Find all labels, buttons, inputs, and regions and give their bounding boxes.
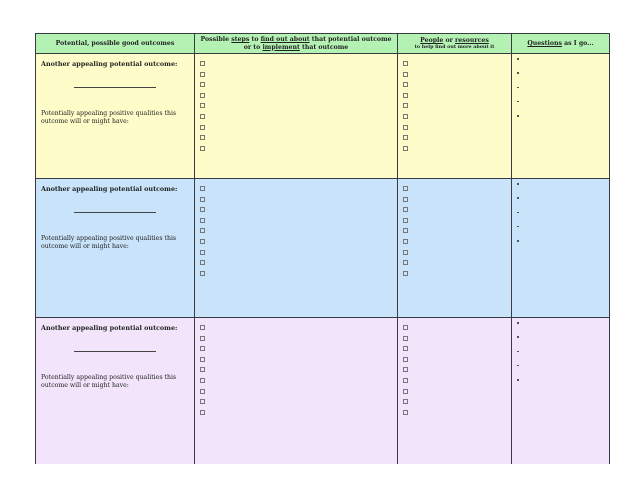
outcome-row-1 — [36, 54, 609, 179]
checkbox[interactable] — [200, 186, 205, 191]
outcome-title: Another appealing potential outcome: — [41, 185, 178, 193]
checkbox[interactable] — [403, 378, 408, 383]
checkbox[interactable] — [403, 125, 408, 130]
bullet-icon — [517, 351, 519, 353]
header-people-resources — [397, 34, 511, 53]
questions-list — [517, 58, 519, 129]
checkbox[interactable] — [200, 218, 205, 223]
qualities-label: Potentially appealing positive qualities this outcome will or might have: — [41, 110, 177, 125]
checkbox[interactable] — [200, 146, 205, 151]
outcome-row-3 — [36, 318, 609, 464]
checkbox[interactable] — [403, 346, 408, 351]
questions-cell — [511, 179, 609, 317]
questions-cell — [511, 54, 609, 178]
outcome-blank-line[interactable] — [74, 351, 156, 352]
text-steps: steps — [231, 36, 250, 44]
bullet-icon — [517, 101, 519, 103]
checkbox[interactable] — [200, 61, 205, 66]
steps-checklist — [200, 61, 205, 156]
text-find-out-about: find out about — [260, 36, 310, 44]
checkbox[interactable] — [403, 389, 408, 394]
bullet-icon — [517, 212, 519, 214]
checkbox[interactable] — [200, 135, 205, 140]
bullet-icon — [517, 197, 519, 199]
checkbox[interactable] — [200, 357, 205, 362]
bullet-icon — [517, 365, 519, 367]
bullet-icon — [517, 226, 519, 228]
checkbox[interactable] — [403, 135, 408, 140]
header-steps — [194, 34, 397, 53]
text-implement: implement — [262, 43, 300, 51]
checkbox[interactable] — [200, 367, 205, 372]
header-outcomes — [36, 34, 194, 53]
steps-checklist — [200, 186, 205, 281]
text-questions: Questions — [527, 39, 562, 47]
checkbox[interactable] — [403, 197, 408, 202]
outcome-cell — [36, 318, 194, 464]
checkbox[interactable] — [200, 93, 205, 98]
questions-cell — [511, 318, 609, 464]
outcome-cell — [36, 179, 194, 317]
text: that outcome — [299, 43, 349, 51]
checkbox[interactable] — [200, 239, 205, 244]
checkbox[interactable] — [200, 260, 205, 265]
checkbox[interactable] — [403, 367, 408, 372]
steps-cell — [194, 318, 397, 464]
text: that potential outcome — [309, 36, 392, 44]
resources-cell — [397, 318, 511, 464]
outcome-title: Another appealing potential outcome: — [41, 60, 178, 68]
checkbox[interactable] — [200, 399, 205, 404]
checkbox[interactable] — [403, 146, 408, 151]
checkbox[interactable] — [200, 125, 205, 130]
checkbox[interactable] — [200, 72, 205, 77]
checkbox[interactable] — [200, 378, 205, 383]
header-row — [36, 34, 609, 54]
checkbox[interactable] — [403, 114, 408, 119]
steps-cell — [194, 179, 397, 317]
bullet-icon — [517, 240, 519, 242]
bullet-icon — [517, 87, 519, 89]
resources-cell — [397, 179, 511, 317]
checkbox[interactable] — [403, 271, 408, 276]
checkbox[interactable] — [200, 389, 205, 394]
text: as I go... — [561, 39, 594, 47]
checkbox[interactable] — [200, 325, 205, 330]
resources-checklist — [403, 61, 408, 156]
checkbox[interactable] — [403, 410, 408, 415]
bullet-icon — [517, 336, 519, 338]
resources-checklist — [403, 325, 408, 420]
qualities-label: Potentially appealing positive qualities this outcome will or might have: — [41, 374, 177, 389]
outcome-row-2 — [36, 179, 609, 318]
bullet-icon — [517, 183, 519, 185]
checkbox[interactable] — [403, 103, 408, 108]
resources-checklist — [403, 186, 408, 281]
checkbox[interactable] — [200, 336, 205, 341]
text: or — [443, 36, 456, 44]
header-steps-line2 — [244, 44, 348, 51]
bullet-icon — [517, 72, 519, 74]
header-people-line1 — [420, 37, 489, 44]
outcome-cell — [36, 54, 194, 178]
checkbox[interactable] — [403, 186, 408, 191]
text-people: People — [420, 36, 444, 44]
checkbox[interactable] — [403, 72, 408, 77]
header-people-subtitle: to help find out more about it — [414, 44, 495, 51]
outcomes-worksheet-table — [35, 33, 610, 464]
checkbox[interactable] — [200, 346, 205, 351]
checkbox[interactable] — [403, 239, 408, 244]
bullet-icon — [517, 115, 519, 117]
bullet-icon — [517, 58, 519, 60]
text: Possible — [200, 36, 232, 44]
outcome-blank-line[interactable] — [74, 87, 156, 88]
checkbox[interactable] — [200, 410, 205, 415]
text: or to — [243, 43, 263, 51]
checkbox[interactable] — [403, 325, 408, 330]
checkbox[interactable] — [403, 260, 408, 265]
checkbox[interactable] — [200, 82, 205, 87]
steps-cell — [194, 54, 397, 178]
steps-checklist — [200, 325, 205, 420]
checkbox[interactable] — [200, 271, 205, 276]
questions-list — [517, 183, 519, 254]
questions-list — [517, 322, 519, 393]
checkbox[interactable] — [403, 399, 408, 404]
checkbox[interactable] — [200, 207, 205, 212]
checkbox[interactable] — [200, 250, 205, 255]
header-questions — [511, 34, 609, 53]
qualities-label: Potentially appealing positive qualities this outcome will or might have: — [41, 235, 177, 250]
bullet-icon — [517, 379, 519, 381]
checkbox[interactable] — [200, 114, 205, 119]
header-questions-line — [527, 40, 593, 47]
checkbox[interactable] — [403, 82, 408, 87]
checkbox[interactable] — [403, 218, 408, 223]
outcome-title: Another appealing potential outcome: — [41, 324, 178, 332]
checkbox[interactable] — [200, 228, 205, 233]
checkbox[interactable] — [403, 357, 408, 362]
checkbox[interactable] — [403, 250, 408, 255]
checkbox[interactable] — [403, 61, 408, 66]
checkbox[interactable] — [200, 197, 205, 202]
text: to — [249, 36, 261, 44]
header-steps-line1 — [201, 36, 392, 43]
resources-cell — [397, 54, 511, 178]
bullet-icon — [517, 322, 519, 324]
text-resources: resources — [455, 36, 489, 44]
header-outcomes-label: Potential, possible good outcomes — [55, 39, 175, 47]
checkbox[interactable] — [403, 228, 408, 233]
outcome-blank-line[interactable] — [74, 212, 156, 213]
checkbox[interactable] — [403, 336, 408, 341]
checkbox[interactable] — [403, 93, 408, 98]
checkbox[interactable] — [200, 103, 205, 108]
checkbox[interactable] — [403, 207, 408, 212]
